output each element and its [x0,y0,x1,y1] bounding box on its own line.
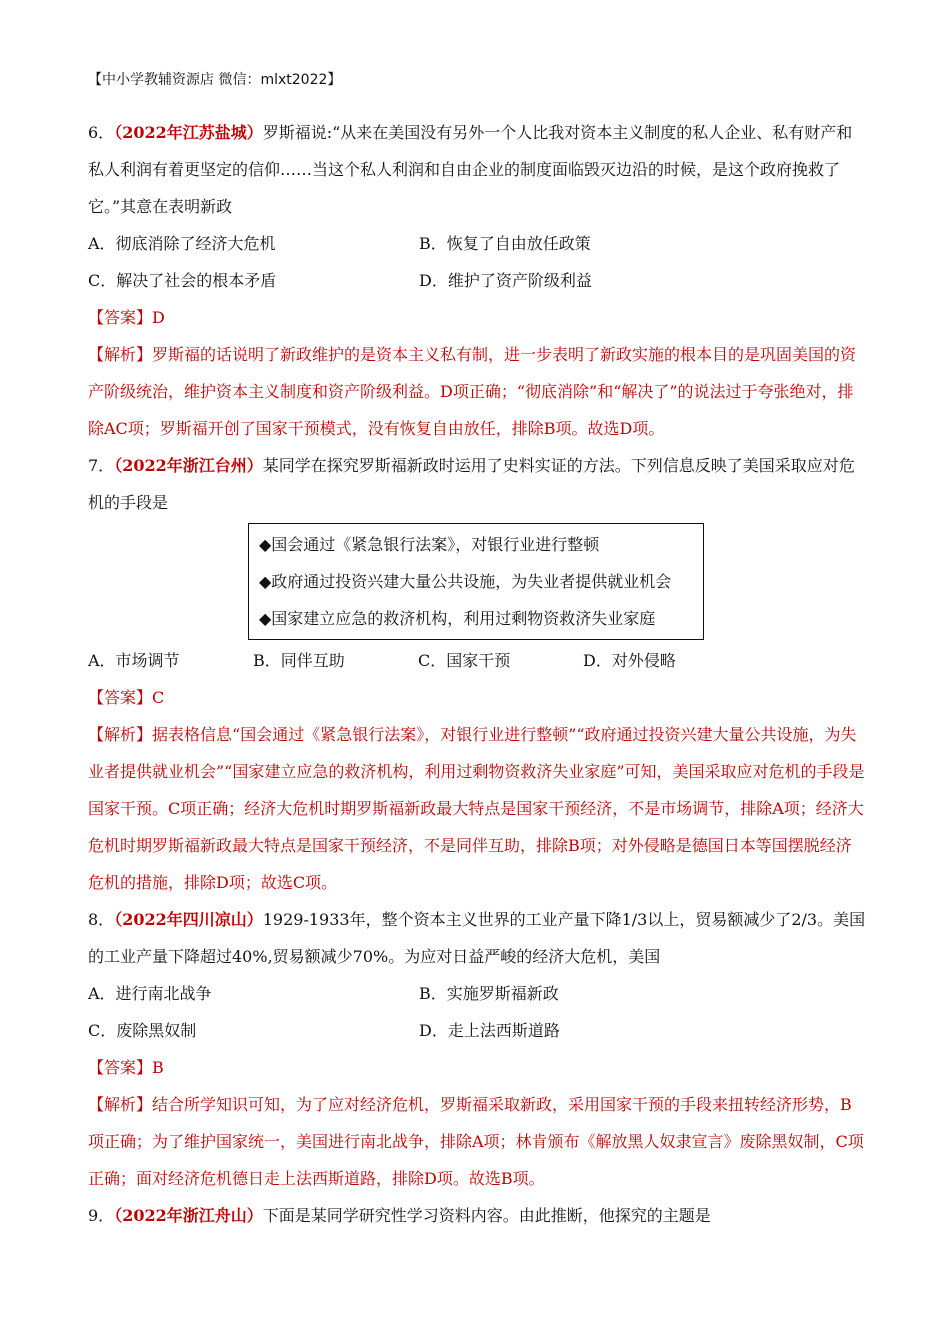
option-d: D．维护了资产阶级利益 [419,271,592,290]
question-8 [88,901,866,1197]
info-item: ◆国会通过《紧急银行法案》，对银行业进行整顿 [259,535,600,554]
analysis-label: 【解析】 [88,1095,153,1114]
page-header: 【中小学教辅资源店 微信：mlxt2022】 [88,72,342,88]
question-source: （2022年浙江舟山） [114,1206,263,1225]
analysis-label: 【解析】 [88,345,153,364]
option-c: C．国家干预 [418,651,511,670]
question-stem [88,1197,866,1234]
question-source: （2022年四川凉山） [114,910,263,929]
answer-line [88,1049,866,1086]
question-text: 下面是某同学研究性学习资料内容。由此推断，他探究的主题是 [262,1206,711,1225]
question-6 [88,114,866,447]
option-d: D．走上法西斯道路 [419,1021,560,1040]
analysis [88,336,866,447]
answer-line [88,679,866,716]
question-source: （2022年江苏盐城） [114,123,263,142]
question-text: 1929-1933年，整个资本主义世界的工业产量下降1/3以上，贸易额减少了2/3。美国的工业产量下降超过40%,贸易额减少70%。为应对日益严峻的经济大危机，美国 [88,910,866,966]
info-box [248,523,704,640]
answer-label: 【答案】 [88,688,153,707]
analysis-label: 【解析】 [88,725,153,744]
question-number: 9． [88,1206,115,1225]
answer-label: 【答案】 [88,308,153,327]
question-stem [88,901,866,975]
question-text: 罗斯福说:“从来在美国没有另外一个人比我对资本主义制度的私人企业、私有财产和私人利润有着更坚定的信仰……当这个私人利润和自由企业的制度面临毁灭边沿的时候，是这个政府挽救了它。”其意在表明新政 [88,123,853,216]
analysis [88,716,866,901]
option-c: C．废除黑奴制 [88,1021,197,1040]
answer-value: D [152,308,165,327]
option-d: D．对外侵略 [583,651,676,670]
question-9 [88,1197,866,1234]
question-list [88,114,866,1234]
option-a: A．彻底消除了经济大危机 [88,234,276,253]
question-source: （2022年浙江台州） [114,456,263,475]
question-number: 7． [88,456,115,475]
option-b: B．恢复了自由放任政策 [419,234,591,253]
options [88,642,866,679]
options [88,975,866,1049]
option-a: A．市场调节 [88,651,180,670]
option-c: C．解决了社会的根本矛盾 [88,271,277,290]
question-stem [88,447,866,521]
option-a: A．进行南北战争 [88,984,212,1003]
option-b: B．同伴互助 [253,651,345,670]
analysis-text: 罗斯福的话说明了新政维护的是资本主义私有制，进一步表明了新政实施的根本目的是巩固美国的资产阶级统治，维护资本主义制度和资产阶级利益。D项正确；“彻底消除”和“解决了”的说法过于夸张绝对，排除AC项；罗斯福开创了国家干预模式，没有恢复自由放任，排除B项。故选D项。 [88,345,857,438]
options [88,225,866,299]
analysis-text: 结合所学知识可知，为了应对经济危机，罗斯福采取新政，采用国家干预的手段来扭转经济形势，B项正确；为了维护国家统一，美国进行南北战争，排除A项；林肯颁布《解放黑人奴隶宣言》废除黑奴制，C项正确；面对经济危机德日走上法西斯道路，排除D项。故选B项。 [88,1095,864,1188]
analysis [88,1086,866,1197]
analysis-text: 据表格信息“国会通过《紧急银行法案》，对银行业进行整顿”“政府通过投资兴建大量公共设施，为失业者提供就业机会”“国家建立应急的救济机构，利用过剩物资救济失业家庭”可知，美国采取应对危机的手段是国家干预。C项正确；经济大危机时期罗斯福新政最大特点是国家干预经济，不是市场调节，排除A项；经济大危机时期罗斯福新政最大特点是国家干预经济，不是同伴互助，排除B项；对外侵略是德国日本等国摆脱经济危机的措施，排除D项；故选C项。 [88,725,865,892]
answer-value: B [152,1058,164,1077]
answer-label: 【答案】 [88,1058,153,1077]
info-item: ◆政府通过投资兴建大量公共设施，为失业者提供就业机会 [259,572,672,591]
info-item: ◆国家建立应急的救济机构，利用过剩物资救济失业家庭 [259,609,656,628]
question-7 [88,447,866,901]
question-number: 8． [88,910,115,929]
question-stem [88,114,866,225]
answer-line [88,299,866,336]
question-number: 6． [88,123,115,142]
question-text: 某同学在探究罗斯福新政时运用了史料实证的方法。下列信息反映了美国采取应对危机的手段是 [88,456,855,512]
option-b: B．实施罗斯福新政 [419,984,559,1003]
answer-value: C [152,688,165,707]
